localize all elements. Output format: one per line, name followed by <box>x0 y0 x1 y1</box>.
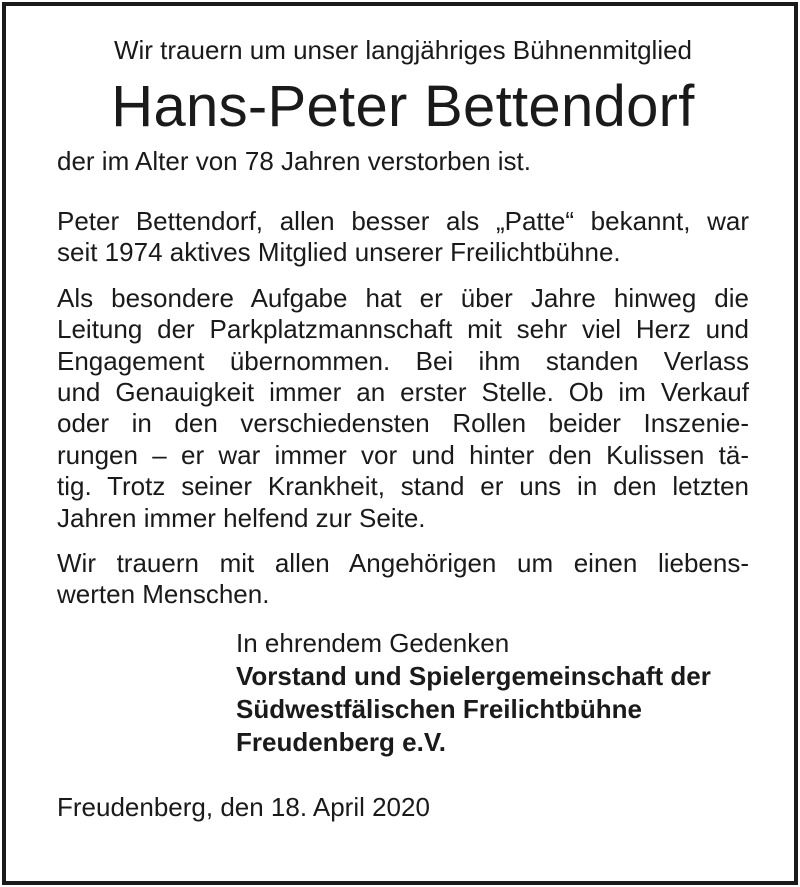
text-line: Peter Bettendorf, allen besser als „Patte“ bekannt, war <box>57 206 749 236</box>
intro-line: Wir trauern um unser langjähriges Bühnenmitglied <box>113 35 693 65</box>
text-line: tig. Trotz seiner Krankheit, stand er uns in den letzten <box>57 471 749 502</box>
obituary-content <box>57 34 749 824</box>
text-line: Leitung der Parkplatzmannschaft mit sehr viel Herz und <box>57 314 749 345</box>
age-line: der im Alter von 78 Jahren verstorben ist. <box>57 146 532 176</box>
signature-line: Vorstand und Spielergemeinschaft der <box>236 660 711 691</box>
text-line: Als besondere Aufgabe hat er über Jahre hinweg die <box>57 282 749 313</box>
paragraph-tasks <box>57 283 749 534</box>
deceased-name: Hans-Peter Bettendorf <box>111 74 695 139</box>
text-line: rungen – er war immer vor und hinter den Kulissen tä- <box>57 439 749 470</box>
signature-greeting: In ehrendem Gedenken <box>236 627 510 658</box>
text-line: werten Menschen. <box>57 579 270 610</box>
text-line: oder in den verschiedensten Rollen beider Inszenie- <box>57 408 749 439</box>
paragraph-mourning <box>57 548 749 611</box>
text-line: Engagement übernommen. Bei ihm standen Verlass <box>57 345 749 376</box>
text-line: Wir trauern mit allen Angehörigen um einen liebens- <box>57 548 749 579</box>
paragraph-membership <box>57 206 749 269</box>
signature-line: Freudenberg e.V. <box>236 726 446 757</box>
obituary-frame <box>2 2 798 885</box>
signature-line: Südwestfälischen Freilichtbühne <box>236 693 642 724</box>
text-line: und Genauigkeit immer an erster Stelle. Ob im Verkauf <box>57 377 749 408</box>
text-line: Jahren immer helfend zur Seite. <box>57 502 426 533</box>
signature-block <box>236 627 749 759</box>
place-date: Freudenberg, den 18. April 2020 <box>57 791 430 822</box>
text-line: seit 1974 aktives Mitglied unserer Freilichtbühne. <box>57 237 621 268</box>
